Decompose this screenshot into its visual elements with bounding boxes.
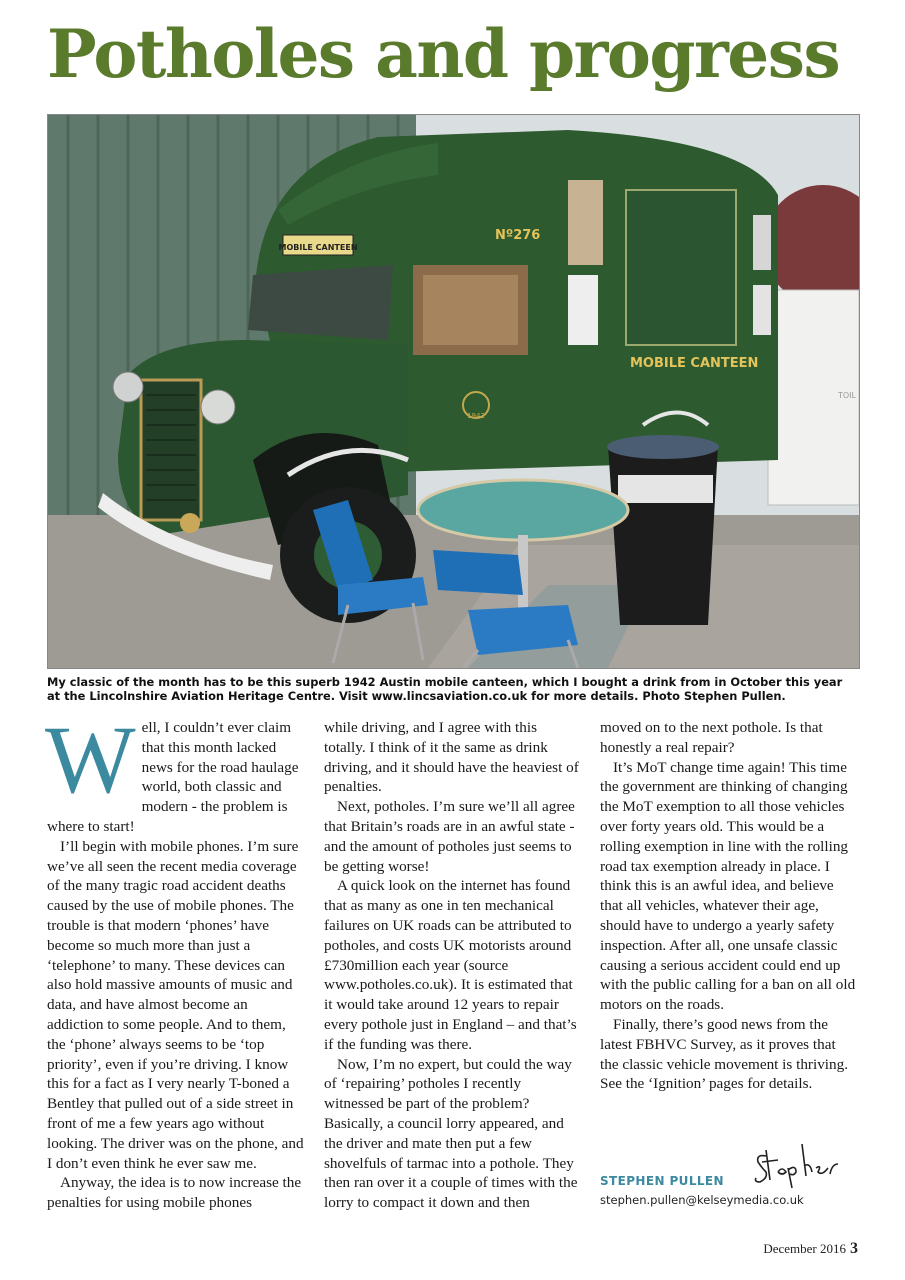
paragraph: It’s MoT change time again! This time the government are thinking of changing the MoT exemption to all those vehicles over forty years old. This would be a rolling exemption in line with the rolling road tax exemption already in place. I think this is an awful idea, and believe that all vehicles, whatever their age, should have to undergo a yearly safety inspection. After all, one unsafe classic causing a serious accident could end up with the public calling for a ban on all old motors on the roads.	[600, 758, 856, 1014]
vehicle-sign-text: MOBILE CANTEEN	[278, 243, 358, 252]
paragraph: Anyway, the idea is to now increase the penalties for using mobile phones	[47, 1174, 302, 1212]
author-block	[600, 1142, 858, 1212]
author-email: stephen.pullen@kelseymedia.co.uk	[600, 1193, 804, 1207]
article-photo	[47, 114, 860, 669]
article-column-3	[600, 718, 856, 1094]
paragraph: Finally, there’s good news from the latest FBHVC Survey, as it proves that the classic vehicle movement is thriving. See the ‘Ignition’ pages for details.	[600, 1015, 848, 1093]
opening-paragraph	[45, 706, 304, 837]
paragraph: A quick look on the internet has found that as many as one in ten mechanical failures on UK roads can be attributed to potholes, and costs UK motorists around £730million each year (source www.potholes.co.uk). It is estimated that it would take around 12 years to repair every pothole just in England – and that’s if the funding was there.	[324, 877, 577, 1053]
page-title: Potholes and progress	[47, 15, 840, 93]
paragraph: Now, I’m no expert, but could the way of ‘repairing’ potholes I recently witnessed be part of the problem? Basically, a council lorry appeared, and the driver and mate then put a few shovelfuls of tarmac into a pothole. They then ran over it a couple of times with the lorry to compact it down and then	[324, 1055, 578, 1212]
paragraph: Next, potholes. I’m sure we’ll all agree that Britain’s roads are in an awful state - and the amount of potholes just seems to be getting worse!	[324, 798, 575, 875]
author-name: STEPHEN PULLEN	[600, 1174, 724, 1188]
handwritten-signature	[752, 1142, 852, 1190]
photo-caption: My classic of the month has to be this superb 1942 Austin mobile canteen, which I bought a drink from in October this year at the Lincolnshire Aviation Heritage Centre. Visit www.lincsaviation.co.uk for more details. Photo Stephen Pullen.	[47, 675, 843, 703]
drop-cap: W	[45, 706, 136, 813]
vehicle-badge-year: 1942	[467, 412, 485, 420]
vehicle-side-lettering: MOBILE CANTEEN	[630, 356, 759, 371]
issue-date: December 2016	[763, 1241, 846, 1256]
page-footer	[763, 1240, 858, 1258]
paragraph-continued: moved on to the next pothole. Is that honestly a real repair?	[600, 719, 823, 756]
article-column-1	[45, 706, 304, 1213]
page-number: 3	[850, 1240, 858, 1257]
svg-text:TOIL: TOIL	[838, 391, 856, 400]
paragraph-continued: while driving, and I agree with this totally. I think of it the same as drink driving, and it should have the heaviest of penalties.	[324, 719, 579, 796]
paragraph-text: ell, I couldn’t ever claim that this month lacked news for the road haulage world, both classic and modern - the problem is where to start!	[47, 719, 299, 835]
vehicle-number-text: Nº276	[495, 228, 541, 243]
article-column-2	[324, 718, 580, 1213]
paragraph: I’ll begin with mobile phones. I’m sure we’ve all seen the recent media coverage of the many tragic road accident deaths caused by the use of mobile phones. The trouble is that modern ‘phones’ have become so much more than just a ‘telephone’ to many. These devices can also hold massive amounts of music and data, and have almost become an addiction to some people. And to them, the ‘phone’ always seems to be ‘top priority’, even if you’re driving. I know this for a fact as I very nearly T-boned a Bentley that pulled out of a side street in front of me a few years ago without looking. The driver was on the phone, and I don’t even think he ever saw me.	[47, 837, 304, 1172]
